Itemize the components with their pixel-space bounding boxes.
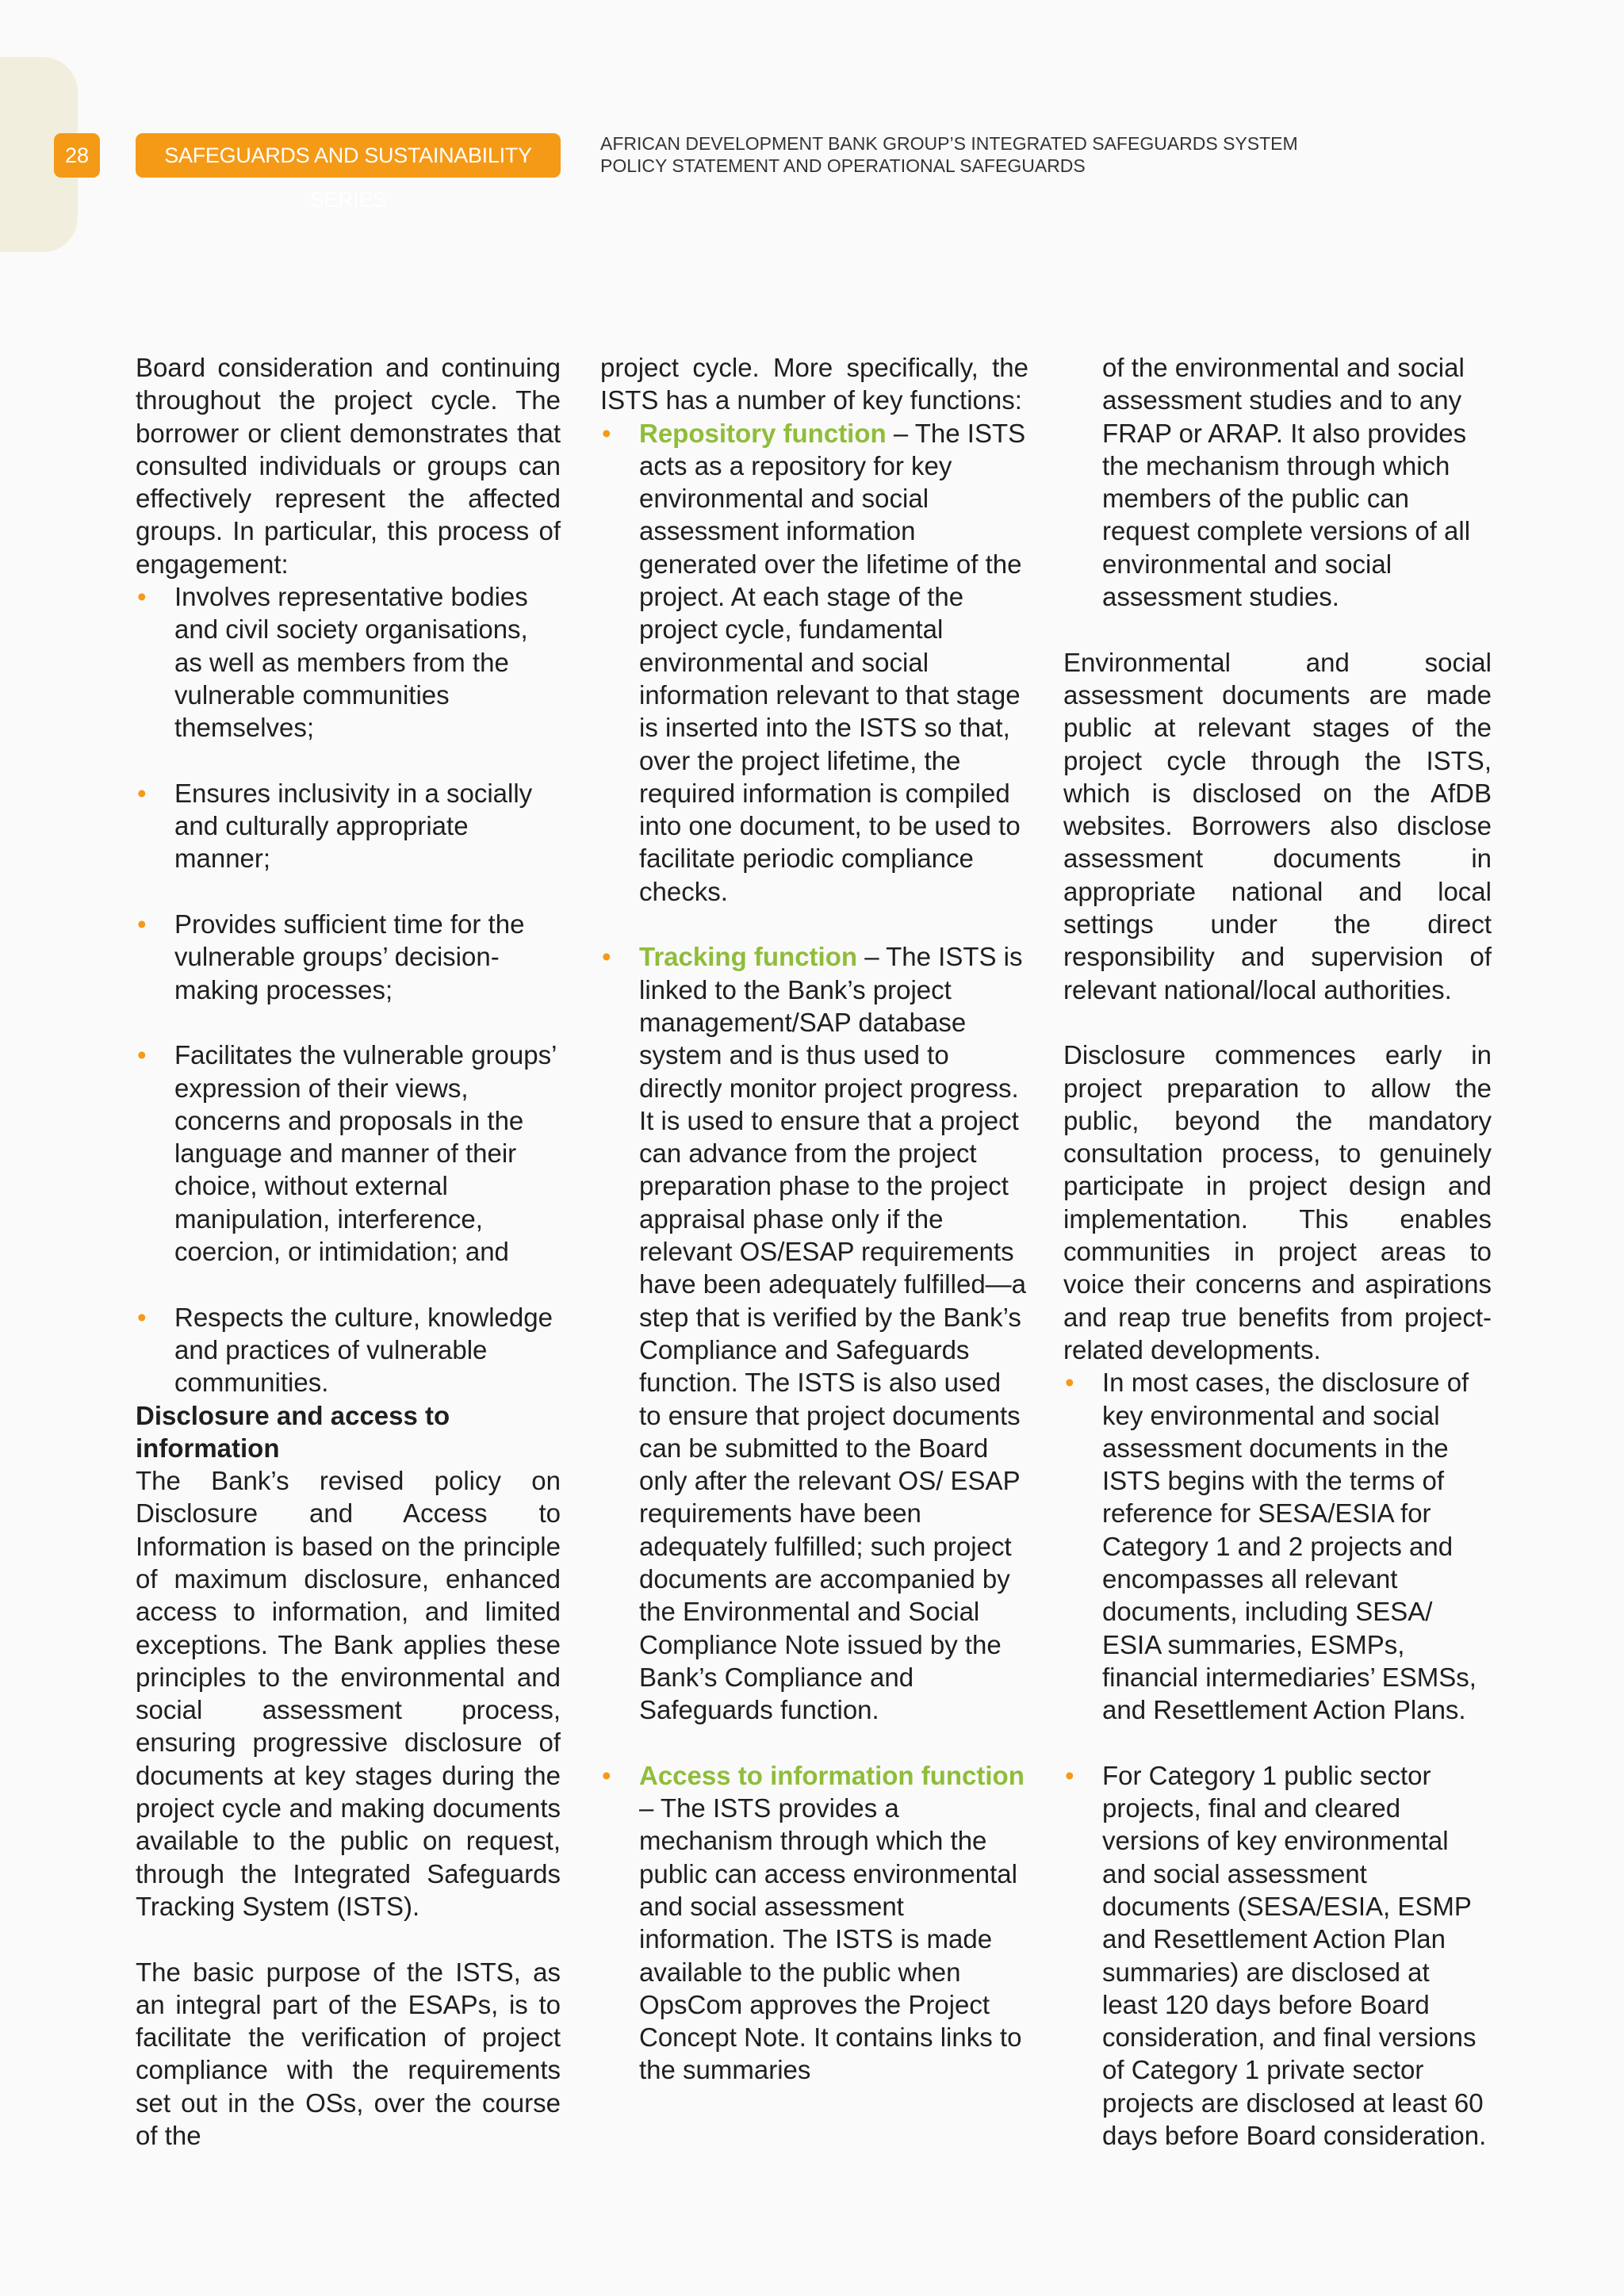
col1-intro-paragraph: Board consideration and continuing throughout the project cycle. The borrower or client demonstrates that consulted individuals or groups can effectively represent the affected groups. In particular, this process of engagement: (136, 353, 561, 579)
document-title (600, 132, 1298, 177)
function-name: Access to information function (639, 1760, 1025, 1790)
bullet-icon: • (137, 778, 147, 808)
continued-list-text: of the environmental and social assessment studies and to any FRAP or ARAP. It also provides the mechanism through which members of the public can request complete versions of all environmental and social assessment studies. (1102, 353, 1471, 612)
bullet-icon: • (137, 1040, 147, 1070)
function-description: – The ISTS is linked to the Bank’s project management/SAP database system and is thus used to directly monitor project progress. It is used to ensure that a project can advance from the project preparation phase to the project appraisal phase only if the relevant OS/ESAP requirements have been adequately fulfilled—a step that is verified by the Bank’s Compliance and Safeguards function. The ISTS is also used to ensure that project documents can be submitted to the Board only after the relevant OS/ ESAP requirements have been adequately fulfilled; such project documents are accompanied by the Environmental and Social Compliance Note issued by the Bank’s Compliance and Safeguards function. (639, 942, 1027, 1725)
bullet-icon: • (1065, 1760, 1074, 1790)
disclosure-bullet-list (1063, 1366, 1492, 2152)
section-heading: Disclosure and access to information (136, 1400, 450, 1463)
bullet-icon: • (602, 942, 611, 972)
bullet-icon: • (602, 418, 611, 448)
function-description: – The ISTS acts as a repository for key environmental and social assessment information generated over the lifetime of the project. At each stage of the project cycle, fundamental environmental and social information relevant to that stage is inserted into the ISTS so that, over the project lifetime, the required information is compiled into one document, to be used to facilitate periodic compliance checks. (639, 418, 1026, 906)
bullet-icon: • (137, 909, 147, 939)
column-1 (136, 351, 561, 2152)
series-badge: SAFEGUARDS AND SUSTAINABILITY SERIES (136, 133, 561, 178)
list-item (600, 1759, 1028, 2087)
page-number: 28 (54, 133, 100, 178)
list-item: • Involves representative bodies and civil society organisations, as well as members from the vulnerable communities themselves; (137, 582, 528, 743)
engagement-bullet-list (136, 580, 561, 1399)
document-title-line-1: AFRICAN DEVELOPMENT BANK GROUP’S INTEGRATED SAFEGUARDS SYSTEM (600, 133, 1298, 154)
function-name: Tracking function (639, 942, 858, 972)
ists-functions-list (600, 417, 1028, 2087)
assessment-disclosure-paragraph: Environmental and social assessment documents are made public at relevant stages of the project cycle through the ISTS, which is disclosed on the AfDB websites. Borrowers also disclose assessment documents in appropriate national and local settings under the direct responsibility and supervision of relevant national/local authorities. (1063, 647, 1492, 1004)
list-item: • Ensures inclusivity in a socially and culturally appropriate manner; (137, 778, 533, 874)
bullet-icon: • (137, 1302, 147, 1332)
list-item (600, 417, 1028, 908)
list-item (600, 940, 1028, 1726)
function-name: Repository function (639, 418, 887, 448)
ists-purpose-paragraph: The basic purpose of the ISTS, as an integral part of the ESAPs, is to facilitate the verification of project compliance with the requirements set out in the OSs, over the course of the (136, 1957, 561, 2151)
col2-intro-paragraph: project cycle. More specifically, the ISTS has a number of key functions: (600, 353, 1028, 415)
column-3 (1063, 351, 1492, 2152)
list-item: • Respects the culture, knowledge and practices of vulnerable communities. (137, 1302, 553, 1398)
list-item: • Facilitates the vulnerable groups’ expression of their views, concerns and proposals in the language and manner of their choice, without external manipulation, interference, coercion, or intimidation; and (137, 1040, 557, 1267)
list-item: • For Category 1 public sector projects, final and cleared versions of key environmental and social assessment documents (SESA/ESIA, ESMP and Resettlement Action Plan summaries) are disclosed at least 120 days before Board consideration, and final versions of Category 1 private sector projects are disclosed at least 60 days before Board consideration. (1065, 1760, 1487, 2151)
bullet-icon: • (602, 1760, 611, 1790)
column-2 (600, 351, 1028, 2087)
bullet-icon: • (137, 582, 147, 612)
disclosure-paragraph: The Bank’s revised policy on Disclosure and Access to Information is based on the principle of maximum disclosure, enhanced access to information, and limited exceptions. The Bank applies these principles to the environmental and social assessment process, ensuring progressive disclosure of documents at key stages during the project cycle and making documents available to the public on request, through the Integrated Safeguards Tracking System (ISTS). (136, 1466, 561, 1921)
document-title-line-2: POLICY STATEMENT AND OPERATIONAL SAFEGUARDS (600, 155, 1086, 176)
list-item: • In most cases, the disclosure of key environmental and social assessment documents in the ISTS begins with the terms of reference for SESA/ESIA for Category 1 and 2 projects and encompasses all relevant documents, including SESA/ ESIA summaries, ESMPs, financial intermediaries’ ESMSs, and Resettlement Action Plans. (1065, 1368, 1477, 1725)
list-item: • Provides sufficient time for the vulnerable groups’ decision-making processes; (137, 909, 525, 1004)
bullet-icon: • (1065, 1368, 1074, 1398)
function-description: – The ISTS provides a mechanism through which the public can access environmental and social assessment information. The ISTS is made available to the public when OpsCom approves the Project Concept Note. It contains links to the summaries (639, 1793, 1022, 2085)
early-disclosure-paragraph: Disclosure commences early in project preparation to allow the public, beyond the mandatory consultation process, to genuinely participate in project design and implementation. This enables communities in project areas to voice their concerns and aspirations and reap true benefits from project-related developments. (1063, 1040, 1492, 1364)
